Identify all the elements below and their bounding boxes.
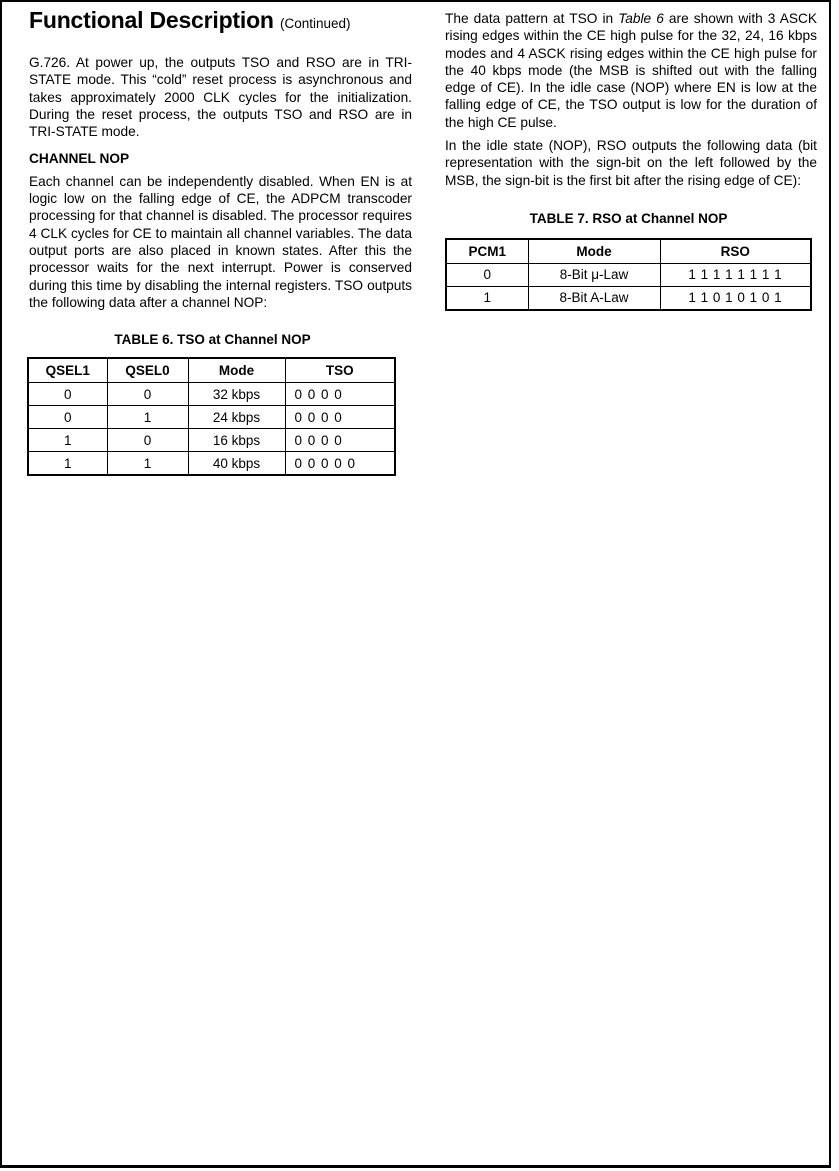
- column-header-mode: Mode: [528, 239, 660, 264]
- para1-text-before: The data pattern at TSO in: [445, 11, 619, 26]
- table-cell-tso-bits: 0 0 0 0 0: [285, 452, 395, 476]
- table7-block: [445, 211, 812, 311]
- page-title-text: Functional Description: [29, 7, 274, 33]
- continued-label: (Continued): [280, 16, 351, 31]
- paragraph-channel-nop: Each channel can be independently disabled. When EN is at logic low on the falling edge of CE, the ADPCM transcoder processing for that channel is disabled. The processor requires 4 CLK cycles for CE to maintain all channel variables. The data output ports are also placed in known states. After this the processor waits for the next interrupt. Power is conserved during this time by disabling the internal registers. TSO outputs the following data after a channel NOP:: [29, 173, 412, 310]
- table6-reference: Table 6: [618, 11, 664, 26]
- table-cell: 40 kbps: [188, 452, 285, 476]
- table-cell: 1: [446, 286, 528, 310]
- left-column: [29, 2, 412, 476]
- table-cell: 1: [28, 429, 107, 452]
- table-cell: 1: [107, 452, 188, 476]
- table-cell: 0: [28, 406, 107, 429]
- table-cell: 16 kbps: [188, 429, 285, 452]
- column-header-qsel1: QSEL1: [28, 358, 107, 383]
- table-cell-tso-bits: 0 0 0 0: [285, 406, 395, 429]
- column-header-tso: TSO: [285, 358, 395, 383]
- table6-header-row: [28, 358, 395, 383]
- table6-block: [27, 332, 398, 476]
- table6-row: [28, 429, 395, 452]
- page-title: [29, 7, 412, 37]
- table7-header-row: [446, 239, 811, 264]
- table6-row: [28, 406, 395, 429]
- table-cell: 32 kbps: [188, 383, 285, 406]
- column-header-rso: RSO: [660, 239, 811, 264]
- section-heading-channel-nop: CHANNEL NOP: [29, 151, 130, 167]
- table6-title: TABLE 6. TSO at Channel NOP: [114, 332, 311, 348]
- table7-row: [446, 263, 811, 286]
- table-cell: 8-Bit A-Law: [528, 286, 660, 310]
- table-cell-rso-bits: 1 1 1 1 1 1 1 1: [660, 263, 811, 286]
- table-cell-tso-bits: 0 0 0 0: [285, 383, 395, 406]
- table-cell: 24 kbps: [188, 406, 285, 429]
- column-header-mode: Mode: [188, 358, 285, 383]
- table7-row: [446, 286, 811, 310]
- column-header-pcm1: PCM1: [446, 239, 528, 264]
- table6-row: [28, 452, 395, 476]
- table-cell-rso-bits: 1 1 0 1 0 1 0 1: [660, 286, 811, 310]
- table6-row: [28, 383, 395, 406]
- paragraph-reset-process: G.726. At power up, the outputs TSO and RSO are in TRI-STATE mode. This “cold” reset process is asynchronous and takes approximately 2000 CLK cycles for the initialization. During the reset process, the outputs TSO and RSO are in TRI-STATE mode.: [29, 55, 412, 140]
- paragraph-idle-state: In the idle state (NOP), RSO outputs the following data (bit representation with the sign-bit on the left followed by the MSB, the sign-bit is the first bit after the rising edge of CE):: [445, 138, 817, 188]
- para1-text-after: are shown with 3 ASCK rising edges within the CE high pulse for the 32, 24, 16 kbps modes and 4 ASCK rising edges within the CE high pulse for the 40 kbps mode (the MSB is shifted out with the falling edge of CE). In the idle case (NOP) where EN is low at the falling edge of CE, the TSO output is low for the duration of the high CE pulse.: [445, 11, 817, 130]
- column-header-qsel0: QSEL0: [107, 358, 188, 383]
- table7: [445, 238, 812, 311]
- table-cell-tso-bits: 0 0 0 0: [285, 429, 395, 452]
- paragraph-data-pattern: [445, 10, 817, 131]
- table-cell: 1: [107, 406, 188, 429]
- table-cell: 8-Bit μ-Law: [528, 263, 660, 286]
- table-cell: 0: [446, 263, 528, 286]
- table6: [27, 357, 396, 476]
- right-column: [445, 2, 817, 311]
- table-cell: 1: [28, 452, 107, 476]
- table7-title: TABLE 7. RSO at Channel NOP: [529, 210, 728, 226]
- table-cell: 0: [28, 383, 107, 406]
- table-cell: 0: [107, 429, 188, 452]
- table-cell: 0: [107, 383, 188, 406]
